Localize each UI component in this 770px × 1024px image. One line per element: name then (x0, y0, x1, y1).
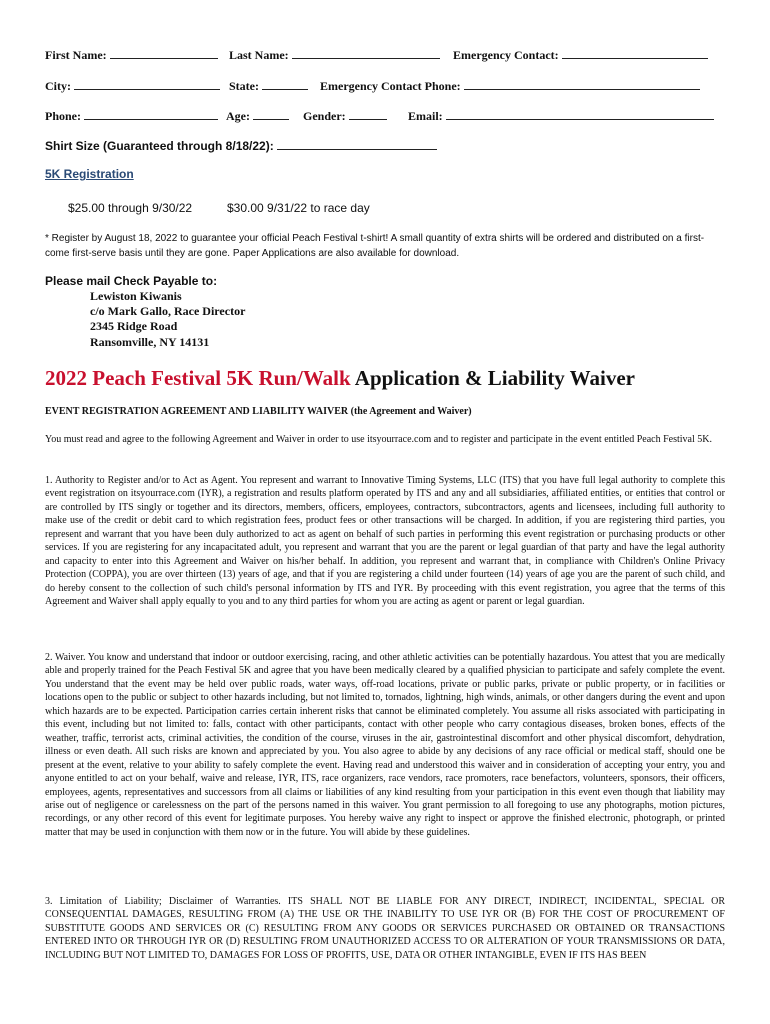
emergency-phone-field[interactable] (464, 78, 700, 90)
phone-field[interactable] (84, 108, 218, 120)
address-line: Ransomville, NY 14131 (90, 334, 210, 349)
city-field[interactable] (74, 78, 220, 90)
state-field[interactable] (262, 78, 308, 90)
waiver-section-1: 1. Authority to Register and/or to Act as Agent. You represent and warrant to Innovative Timing Systems, LLC (ITS) that you have full legal authority to complete this event registration on itsyourrace.com (IYR), a registration and results platform operated by ITS and any and all subsidiaries, affiliated entities, or entities that control or are controlled by ITS singly or together and its directors, members, officers, employees, contractors, subcontractors, agents and licensees, including full authority to make use of the credit or debit card to which registration fees, product fees or other transactions will be charged. In addition, if you are registering third parties, you represent and warrant that you have been duly authorized to act as agent on behalf of such parties in performing this event registration or purchasing products or other services. If you are registering for any incapacitated adult, you represent and warrant that you are the parent or legal guardian of that party and have the legal authority and capacity to enter into this Agreement and Waiver on his/her behalf. In addition, you represent and warrant that, in compliance with Children's Online Privacy Protection (COPPA), you are over thirteen (13) years of age, and that if you are registering a child under fourteen (14) years of age you are the parent of such child, and do hereby consent to the collection of such child's personal information by ITS and IYR. By proceeding with this event registration, you agree that the terms of this Agreement and Waiver shall apply equally to you and to any third parties for whom you are acting as agent or parent or legal guardian. (45, 475, 725, 608)
mail-heading: Please mail Check Payable to: (45, 274, 218, 288)
registration-heading: 5K Registration (45, 167, 134, 181)
waiver-intro: You must read and agree to the following Agreement and Waiver in order to use itsyourrace.com and to register and participate in the event entitled Peach Festival 5K. (45, 434, 712, 445)
email-label: Email: (408, 109, 443, 123)
age-label: Age: (226, 109, 250, 123)
price-late: $30.00 9/31/22 to race day (227, 201, 370, 215)
emergency-contact-field[interactable] (562, 47, 708, 59)
title-red-part: 2022 Peach Festival 5K Run/Walk (45, 366, 351, 390)
form-row-phone (45, 108, 218, 124)
address-line: c/o Mark Gallo, Race Director (90, 304, 246, 319)
registration-note: * Register by August 18, 2022 to guarantee your official Peach Festival t-shirt! A small quantity of extra shirts will be ordered and distributed on a first-come first-serve basis until they are gone. Paper Applications are also available for download. (45, 233, 705, 259)
form-row-age (226, 108, 289, 124)
first-name-label: First Name: (45, 48, 107, 62)
first-name-field[interactable] (110, 47, 218, 59)
title-black-part: Application & Liability Waiver (354, 366, 635, 390)
email-field[interactable] (446, 108, 714, 120)
waiver-section-3: 3. Limitation of Liability; Disclaimer of Warranties. ITS SHALL NOT BE LIABLE FOR ANY DIRECT, INDIRECT, INCIDENTAL, SPECIAL OR CONSEQUENTIAL DAMAGES, RESULTING FROM (A) THE USE OR THE INABILITY TO USE IYR OR (B) FOR THE COST OF PROCUREMENT OF SUBSTITUTE GOODS AND SERVICES OR (C) RESULTING FROM ANY GOODS OR SERVICES PURCHASED OR OBTAINED OR TRANSACTIONS ENTERED INTO OR THROUGH IYR OR (D) RESULTING FROM UNAUTHORIZED ACCESS TO OR ALTERATION OF YOUR TRANSMISSIONS OR DATA, INCLUDING BUT NOT LIMITED TO, DAMAGES FOR LOSS OF PROFITS, USE, DATA OR OTHER INTANGIBLE, EVEN IF ITS HAS BEEN (45, 896, 725, 961)
mail-address (90, 289, 245, 350)
address-line: Lewiston Kiwanis (90, 289, 182, 303)
form-row-lastname (229, 47, 440, 63)
form-row-state (229, 78, 308, 94)
waiver-heading: EVENT REGISTRATION AGREEMENT AND LIABILITY WAIVER (the Agreement and Waiver) (45, 406, 472, 417)
form-row-emergency (453, 47, 708, 63)
form-row-city (45, 78, 220, 94)
form-row-emergency-phone (320, 78, 700, 94)
price-early: $25.00 through 9/30/22 (68, 201, 193, 215)
page-title (45, 366, 635, 391)
city-label: City: (45, 79, 71, 93)
shirt-size-field[interactable] (277, 138, 437, 150)
state-label: State: (229, 79, 259, 93)
gender-label: Gender: (303, 109, 346, 123)
emergency-phone-label: Emergency Contact Phone: (320, 79, 461, 93)
emergency-contact-label: Emergency Contact: (453, 48, 559, 62)
form-row-gender (303, 108, 387, 124)
phone-label: Phone: (45, 109, 81, 123)
shirt-size-label: Shirt Size (Guaranteed through 8/18/22): (45, 139, 274, 153)
last-name-field[interactable] (292, 47, 440, 59)
form-row-name (45, 47, 218, 63)
form-row-shirt (45, 138, 437, 153)
waiver-section-2: 2. Waiver. You know and understand that indoor or outdoor exercising, racing, and other athletic activities can be potentially hazardous. You attest that you are medically able and properly trained for the Peach Festival 5K and agree that you have been medically cleared by a qualified physician to participate and safely complete the event. You understand that the event may be held over public roads, water ways, off-road locations, private or public parks, private or public property, or in facilities or locations open to the public or subject to other hazards including, but not limited to, tornados, lightning, high winds, animals, or other dangers during the event and upon which hazards are to be expected. Participation carries certain inherent risks that cannot be eliminated completely. You assume all risks associated with participating in this event, including but not limited to: falls, contact with other participants, contact with other people who carry contagious diseases, broken bones, effects of the weather, traffic, terrorist acts, criminal activities, the condition of the course, viruses in the air, gastrointestinal discomfort and other physical discomfort, dehydration, illness or even death. All such risks are known and appreciated by you. You also agree to abide by any decisions of any race official or medical staff, should one be present at the event, relative to your ability to safely complete the event. Having read and understood this waiver and in consideration of accepting your entry, you and anyone entitled to act on your behalf, waive and release, IYR, ITS, race organizers, race vendors, race promoters, race benefactors, volunteers, sponsors, their officers, employees, agents, representatives and successors from all claims or liabilities of any kind resulting from your participation in this event even though that liability may arise out of negligence or carelessness on the part of the persons named in this waiver. You grant permission to all foregoing to use any photographs, motion pictures, recordings, or any other record of this event for legitimate purposes. You hereby waive any right to inspect or approve the finished electronic, photograph, or printed matter that may be used in conjunction with them now or in the future. You will abide by these guidelines. (45, 652, 725, 838)
last-name-label: Last Name: (229, 48, 289, 62)
age-field[interactable] (253, 108, 289, 120)
form-row-email (408, 108, 714, 124)
address-line: 2345 Ridge Road (90, 319, 178, 334)
gender-field[interactable] (349, 108, 387, 120)
